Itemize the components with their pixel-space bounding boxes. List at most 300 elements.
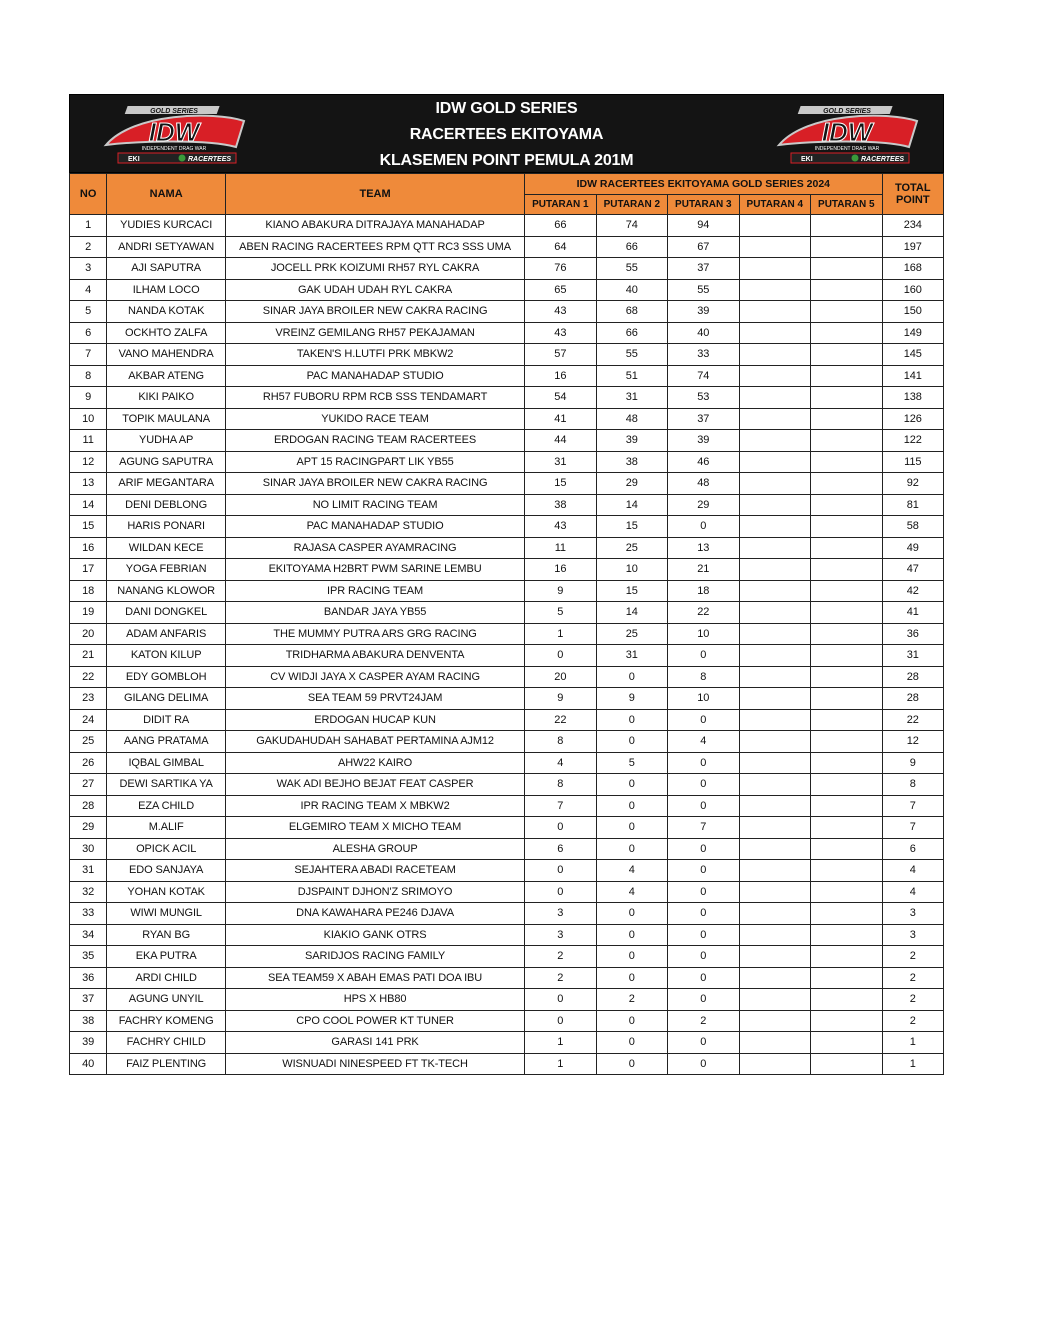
cell-putaran-1: 5 bbox=[525, 602, 596, 624]
table-row bbox=[70, 838, 944, 860]
cell-team: VREINZ GEMILANG RH57 PEKAJAMAN bbox=[226, 322, 525, 344]
cell-putaran-1: 41 bbox=[525, 408, 596, 430]
cell-no: 36 bbox=[70, 967, 107, 989]
table-row bbox=[70, 559, 944, 581]
cell-putaran-1: 9 bbox=[525, 580, 596, 602]
cell-nama: EDY GOMBLOH bbox=[107, 666, 226, 688]
cell-putaran-4 bbox=[739, 924, 810, 946]
header-no: NO bbox=[70, 174, 107, 215]
cell-putaran-3: 0 bbox=[668, 946, 739, 968]
logo-right-badge: RACERTEES bbox=[188, 156, 232, 163]
cell-putaran-3: 0 bbox=[668, 1032, 739, 1054]
cell-putaran-5 bbox=[811, 946, 883, 968]
table-row bbox=[70, 645, 944, 667]
cell-putaran-3: 0 bbox=[668, 752, 739, 774]
cell-total: 58 bbox=[882, 516, 943, 538]
cell-nama: DANI DONGKEL bbox=[107, 602, 226, 624]
cell-no: 27 bbox=[70, 774, 107, 796]
cell-putaran-4 bbox=[739, 387, 810, 409]
cell-putaran-3: 40 bbox=[668, 322, 739, 344]
cell-total: 8 bbox=[882, 774, 943, 796]
cell-team: CV WIDJI JAYA X CASPER AYAM RACING bbox=[226, 666, 525, 688]
cell-putaran-3: 46 bbox=[668, 451, 739, 473]
table-row bbox=[70, 688, 944, 710]
cell-putaran-3: 55 bbox=[668, 279, 739, 301]
cell-no: 22 bbox=[70, 666, 107, 688]
cell-putaran-3: 0 bbox=[668, 516, 739, 538]
cell-total: 36 bbox=[882, 623, 943, 645]
header-total-line-2: POINT bbox=[895, 194, 930, 206]
cell-putaran-3: 8 bbox=[668, 666, 739, 688]
cell-putaran-2: 25 bbox=[596, 537, 667, 559]
cell-putaran-4 bbox=[739, 752, 810, 774]
table-row bbox=[70, 365, 944, 387]
cell-putaran-5 bbox=[811, 924, 883, 946]
table-row bbox=[70, 946, 944, 968]
cell-total: 2 bbox=[882, 1010, 943, 1032]
cell-no: 35 bbox=[70, 946, 107, 968]
cell-no: 31 bbox=[70, 860, 107, 882]
cell-putaran-1: 31 bbox=[525, 451, 596, 473]
table-row bbox=[70, 236, 944, 258]
cell-team: BANDAR JAYA YB55 bbox=[226, 602, 525, 624]
cell-team: ERDOGAN RACING TEAM RACERTEES bbox=[226, 430, 525, 452]
cell-no: 16 bbox=[70, 537, 107, 559]
cell-team: THE MUMMY PUTRA ARS GRG RACING bbox=[226, 623, 525, 645]
table-header bbox=[70, 174, 944, 215]
cell-putaran-1: 22 bbox=[525, 709, 596, 731]
cell-putaran-4 bbox=[739, 344, 810, 366]
header-putaran-1: PUTARAN 1 bbox=[525, 195, 596, 215]
cell-putaran-5 bbox=[811, 559, 883, 581]
cell-total: 122 bbox=[882, 430, 943, 452]
cell-putaran-1: 0 bbox=[525, 860, 596, 882]
cell-total: 7 bbox=[882, 817, 943, 839]
cell-putaran-1: 20 bbox=[525, 666, 596, 688]
table-row bbox=[70, 602, 944, 624]
cell-team: NO LIMIT RACING TEAM bbox=[226, 494, 525, 516]
cell-team: SEA TEAM59 X ABAH EMAS PATI DOA IBU bbox=[226, 967, 525, 989]
cell-no: 3 bbox=[70, 258, 107, 280]
cell-putaran-3: 67 bbox=[668, 236, 739, 258]
cell-putaran-2: 0 bbox=[596, 1010, 667, 1032]
cell-no: 11 bbox=[70, 430, 107, 452]
cell-team: DNA KAWAHARA PE246 DJAVA bbox=[226, 903, 525, 925]
cell-putaran-5 bbox=[811, 580, 883, 602]
cell-putaran-1: 16 bbox=[525, 365, 596, 387]
cell-putaran-1: 1 bbox=[525, 1053, 596, 1075]
cell-putaran-1: 3 bbox=[525, 924, 596, 946]
cell-team: TRIDHARMA ABAKURA DENVENTA bbox=[226, 645, 525, 667]
cell-putaran-1: 2 bbox=[525, 967, 596, 989]
cell-putaran-1: 57 bbox=[525, 344, 596, 366]
table-row bbox=[70, 344, 944, 366]
cell-team: PAC MANAHADAP STUDIO bbox=[226, 365, 525, 387]
standings-sheet bbox=[69, 94, 944, 1075]
cell-putaran-2: 0 bbox=[596, 903, 667, 925]
cell-nama: AKBAR ATENG bbox=[107, 365, 226, 387]
cell-putaran-2: 74 bbox=[596, 215, 667, 237]
logo-sub-text: INDEPENDENT DRAG WAR bbox=[814, 146, 880, 152]
cell-putaran-3: 21 bbox=[668, 559, 739, 581]
cell-putaran-5 bbox=[811, 344, 883, 366]
cell-putaran-4 bbox=[739, 365, 810, 387]
cell-no: 33 bbox=[70, 903, 107, 925]
table-row bbox=[70, 817, 944, 839]
cell-putaran-2: 15 bbox=[596, 516, 667, 538]
table-row bbox=[70, 860, 944, 882]
cell-putaran-2: 0 bbox=[596, 967, 667, 989]
cell-team: CPO COOL POWER KT TUNER bbox=[226, 1010, 525, 1032]
cell-no: 7 bbox=[70, 344, 107, 366]
cell-putaran-4 bbox=[739, 881, 810, 903]
cell-putaran-1: 16 bbox=[525, 559, 596, 581]
cell-putaran-5 bbox=[811, 473, 883, 495]
cell-putaran-3: 0 bbox=[668, 989, 739, 1011]
cell-putaran-5 bbox=[811, 645, 883, 667]
cell-putaran-5 bbox=[811, 430, 883, 452]
cell-nama: DIDIT RA bbox=[107, 709, 226, 731]
cell-total: 234 bbox=[882, 215, 943, 237]
cell-nama: TOPIK MAULANA bbox=[107, 408, 226, 430]
cell-no: 9 bbox=[70, 387, 107, 409]
cell-putaran-4 bbox=[739, 903, 810, 925]
cell-putaran-2: 5 bbox=[596, 752, 667, 774]
table-row bbox=[70, 451, 944, 473]
cell-putaran-3: 37 bbox=[668, 408, 739, 430]
cell-putaran-4 bbox=[739, 559, 810, 581]
cell-putaran-2: 4 bbox=[596, 860, 667, 882]
table-row bbox=[70, 301, 944, 323]
table-row bbox=[70, 989, 944, 1011]
cell-putaran-1: 6 bbox=[525, 838, 596, 860]
cell-no: 6 bbox=[70, 322, 107, 344]
cell-putaran-4 bbox=[739, 451, 810, 473]
cell-putaran-4 bbox=[739, 1010, 810, 1032]
table-row bbox=[70, 774, 944, 796]
cell-team: EKITOYAMA H2BRT PWM SARINE LEMBU bbox=[226, 559, 525, 581]
cell-putaran-2: 31 bbox=[596, 645, 667, 667]
cell-nama: AANG PRATAMA bbox=[107, 731, 226, 753]
cell-total: 1 bbox=[882, 1032, 943, 1054]
cell-putaran-5 bbox=[811, 365, 883, 387]
cell-putaran-1: 1 bbox=[525, 1032, 596, 1054]
cell-putaran-2: 48 bbox=[596, 408, 667, 430]
table-row bbox=[70, 752, 944, 774]
cell-putaran-1: 9 bbox=[525, 688, 596, 710]
cell-no: 1 bbox=[70, 215, 107, 237]
idw-logo-right bbox=[771, 105, 921, 165]
cell-team: KIANO ABAKURA DITRAJAYA MANAHADAP bbox=[226, 215, 525, 237]
cell-nama: ARIF MEGANTARA bbox=[107, 473, 226, 495]
cell-putaran-1: 0 bbox=[525, 645, 596, 667]
cell-no: 39 bbox=[70, 1032, 107, 1054]
table-row bbox=[70, 795, 944, 817]
cell-no: 37 bbox=[70, 989, 107, 1011]
cell-putaran-5 bbox=[811, 838, 883, 860]
cell-putaran-2: 0 bbox=[596, 731, 667, 753]
header-total bbox=[882, 174, 943, 215]
logo-right-badge: RACERTEES bbox=[861, 156, 905, 163]
cell-no: 28 bbox=[70, 795, 107, 817]
cell-putaran-1: 66 bbox=[525, 215, 596, 237]
cell-team: WISNUADI NINESPEED FT TK-TECH bbox=[226, 1053, 525, 1075]
cell-nama: M.ALIF bbox=[107, 817, 226, 839]
table-row bbox=[70, 967, 944, 989]
cell-no: 30 bbox=[70, 838, 107, 860]
cell-putaran-2: 39 bbox=[596, 430, 667, 452]
cell-total: 12 bbox=[882, 731, 943, 753]
cell-putaran-4 bbox=[739, 258, 810, 280]
cell-no: 18 bbox=[70, 580, 107, 602]
cell-nama: WILDAN KECE bbox=[107, 537, 226, 559]
cell-putaran-3: 39 bbox=[668, 430, 739, 452]
cell-putaran-5 bbox=[811, 860, 883, 882]
table-body bbox=[70, 215, 944, 1075]
cell-putaran-2: 0 bbox=[596, 838, 667, 860]
cell-putaran-2: 14 bbox=[596, 602, 667, 624]
cell-nama: DENI DEBLONG bbox=[107, 494, 226, 516]
cell-nama: RYAN BG bbox=[107, 924, 226, 946]
cell-putaran-4 bbox=[739, 602, 810, 624]
cell-putaran-5 bbox=[811, 1010, 883, 1032]
table-row bbox=[70, 258, 944, 280]
cell-putaran-4 bbox=[739, 860, 810, 882]
cell-no: 8 bbox=[70, 365, 107, 387]
cell-putaran-5 bbox=[811, 688, 883, 710]
cell-putaran-2: 10 bbox=[596, 559, 667, 581]
cell-team: GAK UDAH UDAH RYL CAKRA bbox=[226, 279, 525, 301]
cell-total: 160 bbox=[882, 279, 943, 301]
cell-team: PAC MANAHADAP STUDIO bbox=[226, 516, 525, 538]
cell-total: 149 bbox=[882, 322, 943, 344]
cell-putaran-4 bbox=[739, 473, 810, 495]
cell-putaran-5 bbox=[811, 322, 883, 344]
cell-team: SARIDJOS RACING FAMILY bbox=[226, 946, 525, 968]
cell-putaran-1: 7 bbox=[525, 795, 596, 817]
header-putaran-3: PUTARAN 3 bbox=[668, 195, 739, 215]
cell-putaran-4 bbox=[739, 645, 810, 667]
title-line-3: KLASEMEN POINT PEMULA 201M bbox=[379, 151, 634, 169]
cell-nama: DEWI SARTIKA YA bbox=[107, 774, 226, 796]
cell-putaran-5 bbox=[811, 817, 883, 839]
cell-putaran-4 bbox=[739, 215, 810, 237]
cell-putaran-5 bbox=[811, 516, 883, 538]
cell-nama: EDO SANJAYA bbox=[107, 860, 226, 882]
cell-putaran-2: 55 bbox=[596, 258, 667, 280]
cell-no: 14 bbox=[70, 494, 107, 516]
cell-total: 145 bbox=[882, 344, 943, 366]
cell-putaran-3: 10 bbox=[668, 623, 739, 645]
cell-putaran-1: 54 bbox=[525, 387, 596, 409]
cell-no: 24 bbox=[70, 709, 107, 731]
cell-putaran-4 bbox=[739, 666, 810, 688]
cell-team: IPR RACING TEAM bbox=[226, 580, 525, 602]
cell-putaran-4 bbox=[739, 709, 810, 731]
cell-no: 32 bbox=[70, 881, 107, 903]
cell-putaran-4 bbox=[739, 817, 810, 839]
table-row bbox=[70, 1010, 944, 1032]
cell-no: 25 bbox=[70, 731, 107, 753]
cell-no: 2 bbox=[70, 236, 107, 258]
cell-putaran-1: 43 bbox=[525, 322, 596, 344]
cell-putaran-4 bbox=[739, 430, 810, 452]
cell-no: 21 bbox=[70, 645, 107, 667]
cell-total: 150 bbox=[882, 301, 943, 323]
cell-putaran-4 bbox=[739, 1053, 810, 1075]
cell-no: 15 bbox=[70, 516, 107, 538]
table-row bbox=[70, 903, 944, 925]
cell-team: RAJASA CASPER AYAMRACING bbox=[226, 537, 525, 559]
cell-putaran-4 bbox=[739, 946, 810, 968]
cell-putaran-3: 7 bbox=[668, 817, 739, 839]
cell-putaran-2: 0 bbox=[596, 946, 667, 968]
cell-nama: IQBAL GIMBAL bbox=[107, 752, 226, 774]
cell-putaran-2: 0 bbox=[596, 924, 667, 946]
cell-team: HPS X HB80 bbox=[226, 989, 525, 1011]
cell-putaran-1: 0 bbox=[525, 1010, 596, 1032]
cell-putaran-1: 65 bbox=[525, 279, 596, 301]
cell-putaran-3: 0 bbox=[668, 709, 739, 731]
cell-nama: EZA CHILD bbox=[107, 795, 226, 817]
title-line-2: RACERTEES EKITOYAMA bbox=[409, 125, 604, 143]
cell-team: GAKUDAHUDAH SAHABAT PERTAMINA AJM12 bbox=[226, 731, 525, 753]
cell-total: 2 bbox=[882, 967, 943, 989]
cell-putaran-2: 15 bbox=[596, 580, 667, 602]
cell-team: AHW22 KAIRO bbox=[226, 752, 525, 774]
cell-no: 5 bbox=[70, 301, 107, 323]
cell-putaran-5 bbox=[811, 602, 883, 624]
cell-putaran-3: 0 bbox=[668, 1053, 739, 1075]
cell-putaran-4 bbox=[739, 774, 810, 796]
logo-top-text: GOLD SERIES bbox=[823, 108, 871, 115]
cell-team: SINAR JAYA BROILER NEW CAKRA RACING bbox=[226, 473, 525, 495]
cell-total: 168 bbox=[882, 258, 943, 280]
cell-putaran-3: 0 bbox=[668, 967, 739, 989]
cell-putaran-3: 22 bbox=[668, 602, 739, 624]
cell-putaran-3: 48 bbox=[668, 473, 739, 495]
logo-main-text: IDW bbox=[148, 117, 200, 147]
cell-nama: KATON KILUP bbox=[107, 645, 226, 667]
cell-putaran-1: 43 bbox=[525, 516, 596, 538]
cell-total: 9 bbox=[882, 752, 943, 774]
cell-putaran-4 bbox=[739, 580, 810, 602]
cell-putaran-3: 33 bbox=[668, 344, 739, 366]
cell-putaran-4 bbox=[739, 623, 810, 645]
cell-putaran-5 bbox=[811, 903, 883, 925]
cell-team: GARASI 141 PRK bbox=[226, 1032, 525, 1054]
cell-team: WAK ADI BEJHO BEJAT FEAT CASPER bbox=[226, 774, 525, 796]
cell-putaran-1: 11 bbox=[525, 537, 596, 559]
cell-putaran-5 bbox=[811, 989, 883, 1011]
cell-nama: FACHRY CHILD bbox=[107, 1032, 226, 1054]
cell-putaran-3: 0 bbox=[668, 860, 739, 882]
cell-putaran-2: 0 bbox=[596, 795, 667, 817]
cell-no: 12 bbox=[70, 451, 107, 473]
cell-no: 38 bbox=[70, 1010, 107, 1032]
cell-nama: OPICK ACIL bbox=[107, 838, 226, 860]
cell-putaran-4 bbox=[739, 494, 810, 516]
cell-no: 20 bbox=[70, 623, 107, 645]
cell-total: 4 bbox=[882, 860, 943, 882]
cell-team: DJSPAINT DJHON'Z SRIMOYO bbox=[226, 881, 525, 903]
cell-putaran-3: 10 bbox=[668, 688, 739, 710]
cell-nama: AGUNG UNYIL bbox=[107, 989, 226, 1011]
cell-total: 28 bbox=[882, 688, 943, 710]
header-putaran-2: PUTARAN 2 bbox=[596, 195, 667, 215]
cell-putaran-3: 0 bbox=[668, 881, 739, 903]
cell-putaran-5 bbox=[811, 408, 883, 430]
table-row bbox=[70, 924, 944, 946]
header-nama: NAMA bbox=[107, 174, 226, 215]
cell-putaran-4 bbox=[739, 731, 810, 753]
cell-putaran-2: 2 bbox=[596, 989, 667, 1011]
cell-total: 92 bbox=[882, 473, 943, 495]
cell-total: 81 bbox=[882, 494, 943, 516]
cell-putaran-5 bbox=[811, 795, 883, 817]
cell-putaran-2: 0 bbox=[596, 1053, 667, 1075]
cell-nama: ILHAM LOCO bbox=[107, 279, 226, 301]
cell-putaran-2: 38 bbox=[596, 451, 667, 473]
cell-nama: KIKI PAIKO bbox=[107, 387, 226, 409]
cell-team: KIAKIO GANK OTRS bbox=[226, 924, 525, 946]
cell-putaran-4 bbox=[739, 322, 810, 344]
table-row bbox=[70, 623, 944, 645]
cell-putaran-3: 0 bbox=[668, 924, 739, 946]
cell-team: ABEN RACING RACERTEES RPM QTT RC3 SSS UMA bbox=[226, 236, 525, 258]
title-line-1: IDW GOLD SERIES bbox=[435, 99, 578, 117]
cell-putaran-3: 0 bbox=[668, 795, 739, 817]
cell-putaran-2: 25 bbox=[596, 623, 667, 645]
cell-no: 26 bbox=[70, 752, 107, 774]
cell-putaran-2: 0 bbox=[596, 709, 667, 731]
cell-putaran-1: 8 bbox=[525, 731, 596, 753]
cell-total: 1 bbox=[882, 1053, 943, 1075]
cell-no: 19 bbox=[70, 602, 107, 624]
cell-total: 47 bbox=[882, 559, 943, 581]
table-row bbox=[70, 709, 944, 731]
cell-putaran-2: 9 bbox=[596, 688, 667, 710]
cell-putaran-4 bbox=[739, 408, 810, 430]
cell-putaran-2: 51 bbox=[596, 365, 667, 387]
cell-total: 126 bbox=[882, 408, 943, 430]
cell-putaran-2: 55 bbox=[596, 344, 667, 366]
table-row bbox=[70, 537, 944, 559]
cell-putaran-5 bbox=[811, 279, 883, 301]
cell-putaran-2: 66 bbox=[596, 236, 667, 258]
cell-nama: FAIZ PLENTING bbox=[107, 1053, 226, 1075]
cell-total: 138 bbox=[882, 387, 943, 409]
cell-putaran-5 bbox=[811, 666, 883, 688]
cell-putaran-5 bbox=[811, 731, 883, 753]
cell-team: ERDOGAN HUCAP KUN bbox=[226, 709, 525, 731]
header-putaran-5: PUTARAN 5 bbox=[811, 195, 883, 215]
cell-putaran-4 bbox=[739, 236, 810, 258]
cell-putaran-4 bbox=[739, 1032, 810, 1054]
cell-putaran-1: 0 bbox=[525, 989, 596, 1011]
table-row bbox=[70, 666, 944, 688]
cell-putaran-5 bbox=[811, 1032, 883, 1054]
cell-putaran-3: 29 bbox=[668, 494, 739, 516]
cell-no: 10 bbox=[70, 408, 107, 430]
cell-putaran-1: 0 bbox=[525, 881, 596, 903]
cell-putaran-3: 39 bbox=[668, 301, 739, 323]
header-team: TEAM bbox=[226, 174, 525, 215]
cell-putaran-2: 0 bbox=[596, 666, 667, 688]
logo-main-text: IDW bbox=[821, 117, 873, 147]
cell-putaran-4 bbox=[739, 279, 810, 301]
cell-total: 4 bbox=[882, 881, 943, 903]
